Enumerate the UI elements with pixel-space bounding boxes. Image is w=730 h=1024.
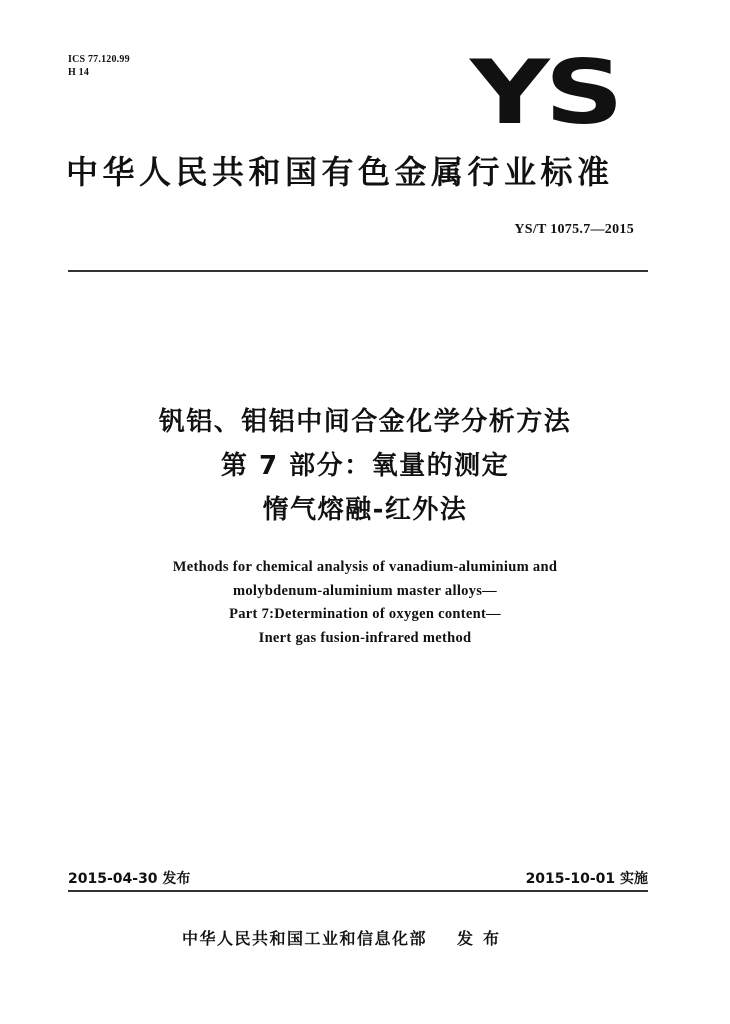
chinese-title (0, 400, 730, 532)
standard-class-heading: 中华人民共和国有色金属行业标准 (66, 153, 614, 191)
english-title-line-2: molybdenum-aluminium master alloys— (232, 582, 497, 599)
english-title-line-3: Part 7:Determination of oxygen content— (229, 606, 501, 622)
ys-logo: YS (470, 41, 619, 144)
issuer-name: 中华人民共和国工业和信息化部 (182, 929, 428, 948)
chinese-title-line-2: 第 7 部分：氧量的测定 (220, 451, 510, 481)
ccs-code: H 14 (68, 67, 90, 78)
issuing-authority (182, 926, 509, 949)
chinese-title-line-1: 钒铝、钼铝中间合金化学分析方法 (158, 407, 572, 437)
chinese-title-line-3: 惰气熔融-红外法 (262, 495, 468, 525)
english-title (0, 556, 730, 650)
english-title-line-4: Inert gas fusion-infrared method (258, 629, 472, 646)
classification-codes (68, 53, 130, 79)
implementation-date: 2015-10-01 实施 (525, 871, 648, 887)
issue-label: 发布 (457, 929, 510, 948)
top-divider (68, 270, 648, 272)
publish-date: 2015-04-30 发布 (68, 871, 191, 887)
ics-code: ICS 77.120.99 (68, 54, 130, 65)
standard-number: YS/T 1075.7—2015 (514, 222, 634, 237)
english-title-line-1: Methods for chemical analysis of vanadium-aluminium and (172, 559, 558, 575)
bottom-divider (68, 890, 648, 892)
